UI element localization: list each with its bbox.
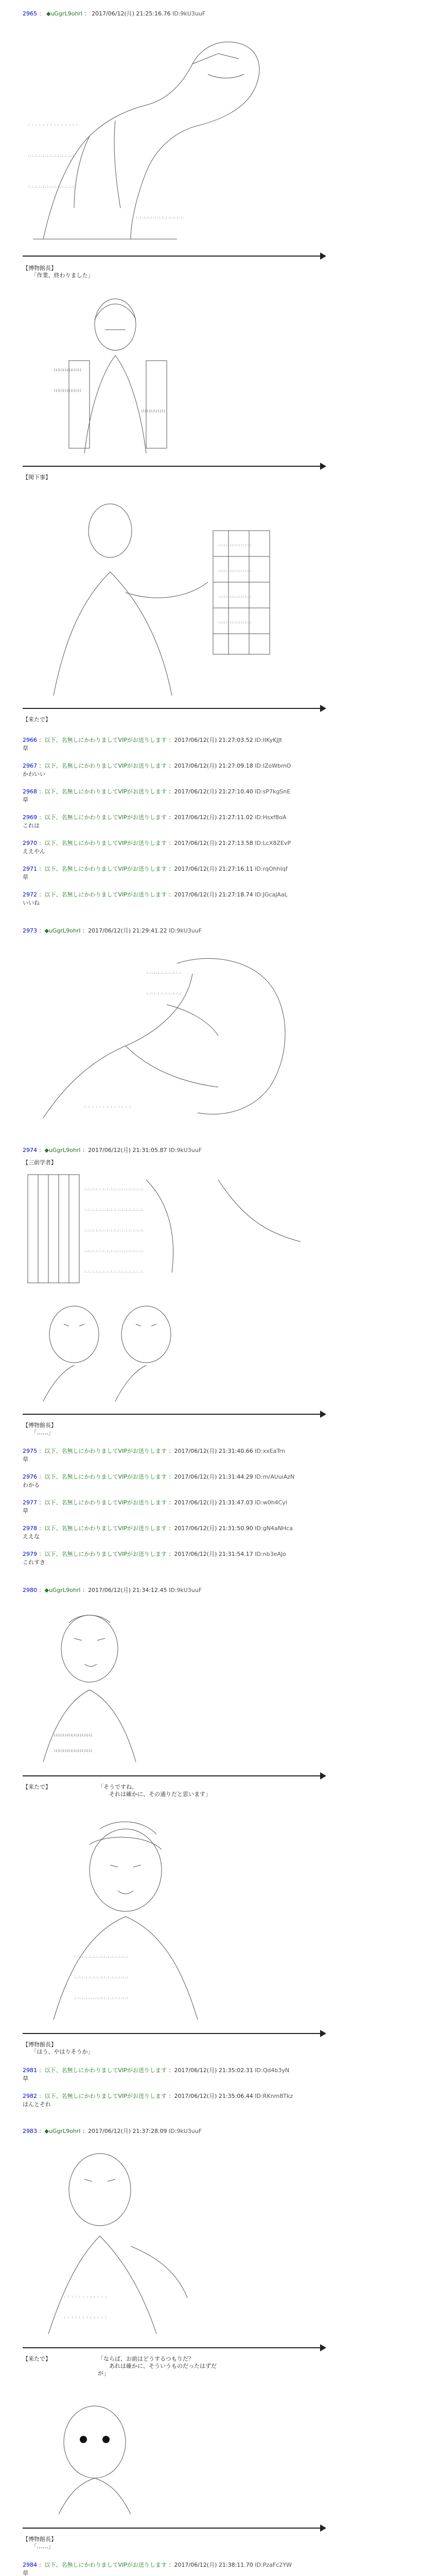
post-header-2976: 2976 ：以下、名無しにかわりましてVIPがお送りします ：2017/06/12(月) 21:31:44.29 ID:m/AUuiAzN: [23, 1473, 295, 1480]
post-body: 草: [23, 874, 28, 880]
svg-text:: : : : : : : : : : : : :: : : : : : : : : : : : : :: [84, 1105, 131, 1109]
post-id[interactable]: ID:sP7kgSnE: [255, 788, 291, 795]
post-name: 以下、名無しにかわりましてVIPがお送りします: [44, 737, 167, 743]
post-number[interactable]: 2982: [23, 2093, 37, 2099]
post-name: 以下、名無しにかわりましてVIPがお送りします: [44, 1499, 167, 1506]
post-date: 2017/06/12(月) 21:27:09.18: [174, 762, 253, 769]
scene-caption: 【博物館長】 「作業、終わりました」: [23, 265, 94, 279]
post-body: これすき: [23, 1559, 45, 1566]
post-body: 草: [23, 2075, 28, 2082]
post-header-2971: 2971 ：以下、名無しにかわりましてVIPがお送りします ：2017/06/12(月) 21:27:16.11 ID:rqOhhIqf: [23, 866, 288, 872]
post-date: 2017/06/12(月) 21:27:03.52: [174, 737, 253, 743]
post-number[interactable]: 2972: [23, 891, 37, 898]
post-body: 草: [23, 2570, 28, 2576]
svg-text::.:.:.:.:.:.:.:.:.:: :.:.:.:.:.:.:.:.:.:: [146, 971, 182, 975]
post-number[interactable]: 2966: [23, 737, 37, 743]
post-id[interactable]: ID:nb3eAJo: [255, 1551, 286, 1557]
post-number[interactable]: 2979: [23, 1551, 37, 1557]
post-name: ◆uGgrL9ohrI: [44, 927, 81, 934]
post-header-2970: 2970 ：以下、名無しにかわりましてVIPがお送りします ：2017/06/12(月) 21:27:13.58 ID:LcX8ZEvP: [23, 840, 291, 846]
post-header-2984: 2984 ：以下、名無しにかわりましてVIPがお送りします ：2017/06/12(月) 21:38:11.70 ID:PzaFc2YW: [23, 2562, 292, 2568]
post-id[interactable]: ID:PzaFc2YW: [255, 2562, 292, 2568]
scene-caption: 【来たで】: [23, 1784, 51, 1790]
post-date: 2017/06/12(月) 21:27:11.02: [174, 814, 253, 821]
svg-text::.:.:.:.:.:.:.:.:.:.:.:.:.:.:: :.:.:.:.:.:.:.:.:.:.:.:.:.:.:: [74, 1976, 128, 1979]
ascii-art-figure: [23, 943, 311, 1128]
post-header-2975: 2975 ：以下、名無しにかわりましてVIPがお送りします ：2017/06/12(月) 21:31:40.66 ID:xxEaTrn: [23, 1448, 285, 1454]
post-id[interactable]: ID:IZoWbmO: [255, 762, 291, 769]
post-id[interactable]: ID:9kU3uuF: [168, 927, 202, 934]
post-number[interactable]: 2967: [23, 762, 37, 769]
post-id[interactable]: ID:9kU3uuF: [168, 1147, 202, 1154]
post-date: 2017/06/12(月) 21:27:16.11: [174, 866, 253, 872]
svg-text:: : : : : : : : : : : :: : : : : : : : : : : : :: [64, 2295, 107, 2299]
post-date: 2017/06/12(月) 21:29:41.22: [88, 927, 167, 934]
post-date: 2017/06/12(月) 21:35:02.31: [174, 2067, 253, 2074]
ascii-art-figure: [23, 489, 311, 701]
svg-text::.:.:.:.:.:.:.:.:.:.:.:.:.:.:: :.:.:.:.:.:.:.:.:.:.:.:.:.:.:: [74, 1996, 128, 2000]
post-number[interactable]: 2970: [23, 840, 37, 846]
post-number[interactable]: 2981: [23, 2067, 37, 2074]
post-number[interactable]: 2969: [23, 814, 37, 821]
scene-caption: 【博物館長】 「ほう、やはりそうか」: [23, 2041, 94, 2055]
post-date: 2017/06/12(月) 21:27:18.74: [174, 891, 253, 898]
svg-text:: : : : : : : : : : : :: : : : : : : : : : : : :: [64, 2316, 107, 2319]
svg-text:|l|l|l|l|l|l|: |l|l|l|l|l|l|: [141, 410, 165, 413]
post-number[interactable]: 2968: [23, 788, 37, 795]
post-date: 2017/06/12(月) 21:31:40.66: [174, 1448, 253, 1454]
scene-caption: 【博物館長】 「……」: [23, 2536, 57, 2550]
post-name: ◆uGgrL9ohrI: [44, 1587, 81, 1594]
svg-text:::::::::::::::::::: ::::::::::::::::::: [218, 544, 252, 547]
post-name: 以下、名無しにかわりましてVIPがお送りします: [44, 866, 167, 872]
post-name: ◆uGgrL9ohrI: [44, 2128, 81, 2134]
post-date: 2017/06/12(月) 21:34:12.45: [88, 1587, 167, 1594]
post-number[interactable]: 2983: [23, 2128, 37, 2134]
svg-text:::::::::::::::::::: ::::::::::::::::::: [218, 621, 252, 624]
svg-text::.:.:.:.:.:.:.:.:.:.:.:.:.:.:.: :.:.:.:.:.:.:.:.:.:.:.:.:.:.:.:.: [84, 1188, 144, 1191]
svg-text::.:.:.:.:.:.:.:.:.:.:.:.:.:.:.: :.:.:.:.:.:.:.:.:.:.:.:.:.:.:.:.: [84, 1249, 144, 1253]
post-header-2966: 2966 ：以下、名無しにかわりましてVIPがお送りします ：2017/06/12(月) 21:27:03.52 ID:IIKyKJJt: [23, 737, 283, 743]
post-id[interactable]: ID:9kU3uuF: [168, 2128, 202, 2134]
speech-text: 「ならば、お前はどうするつもりだ？ あれは確かに、そういうものだったはずだが」: [98, 2355, 217, 2377]
post-id[interactable]: ID:9kU3uuF: [172, 10, 206, 17]
post-body: 草: [23, 796, 28, 803]
post-name: 以下、名無しにかわりましてVIPがお送りします: [44, 1473, 167, 1480]
post-body: これは: [23, 822, 40, 829]
svg-text::.:.:.:.:.:.:.:.:.:.:.:.:.:.:.: :.:.:.:.:.:.:.:.:.:.:.:.:.:.:.:.: [84, 1229, 144, 1232]
post-number[interactable]: 2977: [23, 1499, 37, 1506]
ascii-art-figure: [23, 2385, 311, 2519]
scene-caption: 【三前学者】: [23, 1159, 57, 1166]
post-number[interactable]: 2971: [23, 866, 37, 872]
post-number[interactable]: 2976: [23, 1473, 37, 1480]
post-name: 以下、名無しにかわりましてVIPがお送りします: [44, 2093, 167, 2099]
scene-divider-arrow: [23, 2524, 326, 2532]
post-number[interactable]: 2975: [23, 1448, 37, 1454]
svg-text::.:.:.:.:.:.:.:.:.:.:.:.:.:.:: :.:.:.:.:.:.:.:.:.:.:.:.:.:.:: [74, 1955, 128, 1959]
post-body: ほんとそれ: [23, 2101, 51, 2108]
post-number[interactable]: 2965: [23, 10, 37, 17]
scene-divider-arrow: [23, 252, 326, 260]
post-body: ええな: [23, 1533, 40, 1540]
post-name: 以下、名無しにかわりましてVIPがお送りします: [44, 1448, 167, 1454]
post-header-2977: 2977 ：以下、名無しにかわりましてVIPがお送りします ：2017/06/12(月) 21:31:47.03 ID:w0h4Cyl: [23, 1499, 287, 1506]
post-header-2979: 2979 ：以下、名無しにかわりましてVIPがお送りします ：2017/06/12(月) 21:31:54.17 ID:nb3eAJo: [23, 1551, 286, 1557]
speech-text: 「そうですね。 それは確かに、その通りだと思います」: [98, 1784, 211, 1798]
scene-divider-arrow: [23, 2344, 326, 2351]
post-date: 2017/06/12(月) 21:31:47.03: [174, 1499, 253, 1506]
svg-text:|i|i|i|i|i|i|i|i|i|i|: |i|i|i|i|i|i|i|i|i|i|: [54, 1749, 93, 1753]
scene-caption: 【来たで】: [23, 2355, 51, 2362]
post-id[interactable]: ID:w0h4Cyl: [255, 1499, 287, 1506]
post-date: 2017/06/12(月) 21:31:54.17: [174, 1551, 253, 1557]
post-body: わかる: [23, 1482, 40, 1488]
post-body: かわいい: [23, 771, 45, 777]
post-name: ◆uGgrL9ohrI: [46, 10, 83, 17]
post-name: 以下、名無しにかわりましてVIPがお送りします: [44, 762, 167, 769]
ascii-art-figure: [23, 1170, 311, 1288]
post-id[interactable]: ID:RKnm8Tkz: [255, 2093, 293, 2099]
ascii-art-figure: [23, 2143, 311, 2339]
scene-caption: 【来たで】: [23, 716, 51, 723]
ascii-art-figure: [23, 289, 311, 459]
svg-text::.:.:.:.:.:.:.:.:.:.:.:.:.:.:.: :.:.:.:.:.:.:.:.:.:.:.:.:.:.:.:.: [84, 1208, 144, 1212]
post-header-2969: 2969 ：以下、名無しにかわりましてVIPがお送りします ：2017/06/12(月) 21:27:11.02 ID:Hsxf8oA: [23, 814, 287, 821]
ascii-art-figure: [23, 1602, 311, 1767]
ascii-art-figure: [23, 23, 311, 249]
svg-text:|i|i|i|i|i|i|i|: |i|i|i|i|i|i|i|: [54, 368, 82, 372]
post-header-2982: 2982 ：以下、名無しにかわりましてVIPがお送りします ：2017/06/12(月) 21:35:06.44 ID:RKnm8Tkz: [23, 2093, 293, 2099]
post-body: 草: [23, 745, 28, 752]
post-name: 以下、名無しにかわりましてVIPがお送りします: [44, 2562, 167, 2568]
post-id[interactable]: ID:Qd4b3yN: [255, 2067, 290, 2074]
post-id[interactable]: ID:xxEaTrn: [255, 1448, 285, 1454]
svg-text:|i|i|i|i|i|i|i|: |i|i|i|i|i|i|i|: [54, 389, 82, 393]
post-header-2981: 2981 ：以下、名無しにかわりましてVIPがお送りします ：2017/06/12(月) 21:35:02.31 ID:Qd4b3yN: [23, 2067, 290, 2074]
post-date: 2017/06/12(月) 21:31:50.90: [174, 1525, 253, 1532]
post-header-2983: 2983 ：◆uGgrL9ohrI ：2017/06/12(月) 21:37:28.09 ID:9kU3uuF: [23, 2128, 202, 2134]
post-body: いいね: [23, 900, 40, 906]
scene-caption: 【博物館長】 「……」: [23, 1422, 57, 1436]
scene-divider-arrow: [23, 1411, 326, 1418]
post-id[interactable]: ID:9kU3uuF: [168, 1587, 202, 1594]
post-body: 草: [23, 1456, 28, 1463]
post-header-2974: 2974 ：◆uGgrL9ohrI ：2017/06/12(月) 21:31:05.87 ID:9kU3uuF: [23, 1147, 202, 1154]
post-date: 2017/06/12(月) 21:35:06.44: [174, 2093, 253, 2099]
post-name: 以下、名無しにかわりましてVIPがお送りします: [44, 840, 167, 846]
scene-divider-arrow: [23, 705, 326, 712]
post-date: 2017/06/12(月) 21:25:16.76: [92, 10, 171, 17]
post-name: 以下、名無しにかわりましてVIPがお送りします: [44, 788, 167, 795]
svg-text:: : : : : : : : : : : : : :: : : : : : : : : : : : : : :: [28, 123, 78, 127]
svg-text::.:.:.:.:.:.:.:.:.:.:.:.:.: :.:.:.:.:.:.:.:.:.:.:.:.:.: [136, 216, 184, 219]
post-id[interactable]: ID:JGcaJAaL: [255, 891, 288, 898]
svg-text:::::::::::::::::::: ::::::::::::::::::: [218, 569, 252, 573]
post-header-2967: 2967 ：以下、名無しにかわりましてVIPがお送りします ：2017/06/12(月) 21:27:09.18 ID:IZoWbmO: [23, 762, 291, 769]
post-date: 2017/06/12(月) 21:31:44.29: [174, 1473, 253, 1480]
post-id[interactable]: ID:gN4aNHca: [255, 1525, 293, 1532]
post-date: 2017/06/12(月) 21:27:10.40: [174, 788, 253, 795]
post-date: 2017/06/12(月) 21:27:13.58: [174, 840, 253, 846]
post-body: ええやん: [23, 848, 45, 855]
scene-divider-arrow: [23, 2030, 326, 2037]
post-id[interactable]: ID:rqOhhIqf: [255, 866, 288, 872]
post-header-2978: 2978 ：以下、名無しにかわりましてVIPがお送りします ：2017/06/12(月) 21:31:50.90 ID:gN4aNHca: [23, 1525, 293, 1532]
post-name: 以下、名無しにかわりましてVIPがお送りします: [44, 1525, 167, 1532]
svg-text::.:.:.:.:.:.:.:.:.:.:.:.:.: :.:.:.:.:.:.:.:.:.:.:.:.:.: [28, 185, 76, 189]
scene-caption: 【関下事】: [23, 474, 51, 481]
post-name: 以下、名無しにかわりましてVIPがお送りします: [44, 891, 167, 898]
post-header-2972: 2972 ：以下、名無しにかわりましてVIPがお送りします ：2017/06/12(月) 21:27:18.74 ID:JGcaJAaL: [23, 891, 288, 898]
post-date: 2017/06/12(月) 21:31:05.87: [88, 1147, 167, 1154]
scene-divider-arrow: [23, 463, 326, 470]
post-number[interactable]: 2973: [23, 927, 37, 934]
svg-text::.:.:.:.:.:.:.:.:.:.:.:.:.: :.:.:.:.:.:.:.:.:.:.:.:.:.: [28, 154, 76, 158]
post-header-2973: 2973 ：◆uGgrL9ohrI ：2017/06/12(月) 21:29:41.22 ID:9kU3uuF: [23, 927, 202, 934]
post-name: 以下、名無しにかわりましてVIPがお送りします: [44, 2067, 167, 2074]
post-date: 2017/06/12(月) 21:38:11.70: [174, 2562, 253, 2568]
post-body: 草: [23, 1507, 28, 1514]
post-id[interactable]: ID:IIKyKJJt: [255, 737, 283, 743]
post-number[interactable]: 2984: [23, 2562, 37, 2568]
post-header-2968: 2968 ：以下、名無しにかわりましてVIPがお送りします ：2017/06/12(月) 21:27:10.40 ID:sP7kgSnE: [23, 788, 291, 795]
svg-text::.:.:.:.:.:.:.:.:.:: :.:.:.:.:.:.:.:.:.:: [146, 992, 182, 995]
svg-text:::::::::::::::::::: ::::::::::::::::::: [218, 595, 252, 599]
ascii-art-figure: [23, 1293, 311, 1406]
ascii-art-figure: [23, 1814, 311, 2025]
post-id[interactable]: ID:Hsxf8oA: [255, 814, 287, 821]
post-id[interactable]: ID:LcX8ZEvP: [255, 840, 291, 846]
svg-text::.:.:.:.:.:.:.:.:.:.:.:.:.:.:.: :.:.:.:.:.:.:.:.:.:.:.:.:.:.:.:.: [84, 1270, 144, 1274]
post-name: 以下、名無しにかわりましてVIPがお送りします: [44, 814, 167, 821]
post-number[interactable]: 2980: [23, 1587, 37, 1594]
post-header-2965: 2965 ： ◆uGgrL9ohrI ： 2017/06/12(月) 21:25:16.76 ID:9kU3uuF: [23, 10, 206, 17]
post-name: 以下、名無しにかわりましてVIPがお送りします: [44, 1551, 167, 1557]
post-id[interactable]: ID:m/AUuiAzN: [255, 1473, 295, 1480]
svg-text:|i|i|i|i|i|i|i|i|i|i|: |i|i|i|i|i|i|i|i|i|i|: [54, 1734, 93, 1737]
post-number[interactable]: 2978: [23, 1525, 37, 1532]
scene-divider-arrow: [23, 1772, 326, 1780]
post-number[interactable]: 2974: [23, 1147, 37, 1154]
post-name: ◆uGgrL9ohrI: [44, 1147, 81, 1154]
post-header-2980: 2980 ：◆uGgrL9ohrI ：2017/06/12(月) 21:34:12.45 ID:9kU3uuF: [23, 1587, 202, 1594]
post-date: 2017/06/12(月) 21:37:28.09: [88, 2128, 167, 2134]
